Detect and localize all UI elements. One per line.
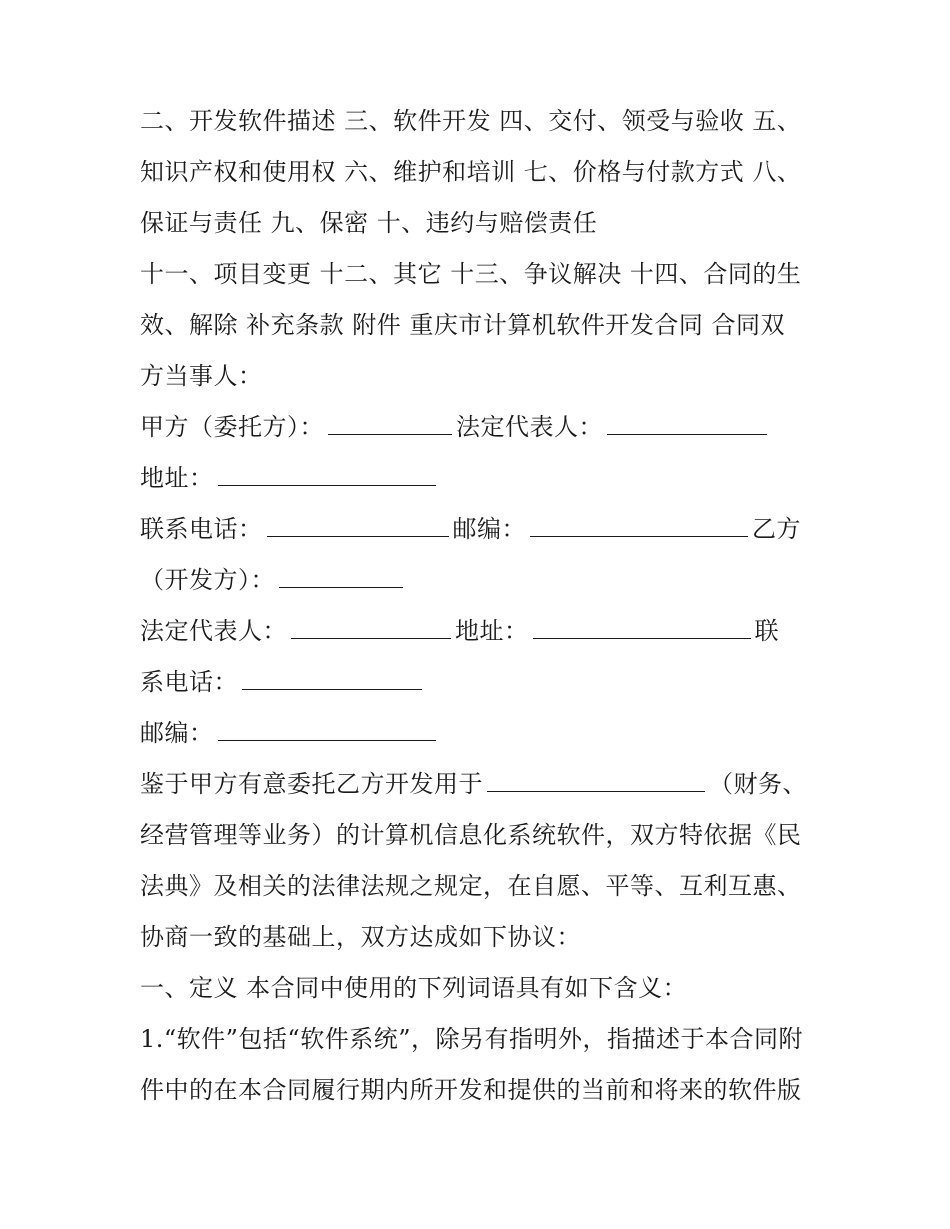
party-a-address-label: 地址： bbox=[140, 464, 214, 492]
party-a-label: 甲方（委托方）： bbox=[140, 413, 324, 441]
preamble-suffix: （财务、 bbox=[709, 770, 807, 798]
preamble-line-2: 经营管理等业务）的计算机信息化系统软件，双方特依据《民 bbox=[140, 821, 802, 849]
party-b-rep-line bbox=[140, 614, 779, 648]
party-b-address-label: 地址： bbox=[455, 617, 529, 645]
preamble-line-3: 法典》及相关的法律法规之规定，在自愿、平等、互利互惠、 bbox=[140, 872, 802, 900]
party-b-line bbox=[140, 563, 407, 597]
definitions-heading: 一、定义 本合同中使用的下列词语具有如下含义： bbox=[140, 974, 688, 1002]
party-a-rep-field[interactable] bbox=[607, 412, 767, 435]
party-b-rep-field[interactable] bbox=[291, 616, 451, 639]
party-a-name-field[interactable] bbox=[328, 412, 452, 435]
party-a-contact-line bbox=[140, 512, 801, 546]
party-b-zip-field[interactable] bbox=[218, 718, 436, 741]
party-a-rep-label: 法定代表人： bbox=[456, 413, 603, 441]
party-a-zip-label: 邮编： bbox=[452, 515, 526, 543]
definition-item-1-line-1: 1.“软件”包括“软件系统”，除另有指明外，指描述于本合同附 bbox=[140, 1025, 803, 1053]
party-b-label-part1: 乙方 bbox=[752, 515, 801, 543]
party-b-zip-label: 邮编： bbox=[140, 719, 214, 747]
preamble-line-1 bbox=[140, 767, 807, 801]
toc-line-4: 十一、项目变更 十二、其它 十三、争议解决 十四、合同的生 bbox=[140, 260, 802, 288]
parties-heading: 方当事人： bbox=[140, 362, 263, 390]
party-a-phone-field[interactable] bbox=[267, 514, 449, 537]
party-b-zip-line bbox=[140, 716, 440, 750]
party-b-phone-line bbox=[140, 665, 426, 699]
party-b-rep-label: 法定代表人： bbox=[140, 617, 287, 645]
toc-line-1: 二、开发软件描述 三、软件开发 四、交付、领受与验收 五、 bbox=[140, 107, 802, 135]
party-b-phone-label-part1: 联 bbox=[754, 617, 779, 645]
toc-line-2: 知识产权和使用权 六、维护和培训 七、价格与付款方式 八、 bbox=[140, 158, 802, 186]
party-b-name-field[interactable] bbox=[279, 565, 403, 588]
party-a-address-field[interactable] bbox=[218, 463, 436, 486]
party-b-label-part2: （开发方）： bbox=[140, 566, 275, 594]
party-a-line bbox=[140, 410, 771, 444]
toc-line-5: 效、解除 补充条款 附件 重庆市计算机软件开发合同 合同双 bbox=[140, 311, 786, 339]
party-a-address-line bbox=[140, 461, 440, 495]
party-b-address-field[interactable] bbox=[533, 616, 751, 639]
party-a-zip-field[interactable] bbox=[530, 514, 748, 537]
software-purpose-field[interactable] bbox=[487, 769, 705, 792]
preamble-prefix: 鉴于甲方有意委托乙方开发用于 bbox=[140, 770, 483, 798]
toc-line-3: 保证与责任 九、保密 十、违约与赔偿责任 bbox=[140, 209, 598, 237]
definition-item-1-line-2: 件中的在本合同履行期内所开发和提供的当前和将来的软件版 bbox=[140, 1076, 802, 1104]
party-b-phone-field[interactable] bbox=[242, 667, 422, 690]
preamble-line-4: 协商一致的基础上，双方达成如下协议： bbox=[140, 923, 581, 951]
party-b-phone-label-part2: 系电话： bbox=[140, 668, 238, 696]
party-a-phone-label: 联系电话： bbox=[140, 515, 263, 543]
